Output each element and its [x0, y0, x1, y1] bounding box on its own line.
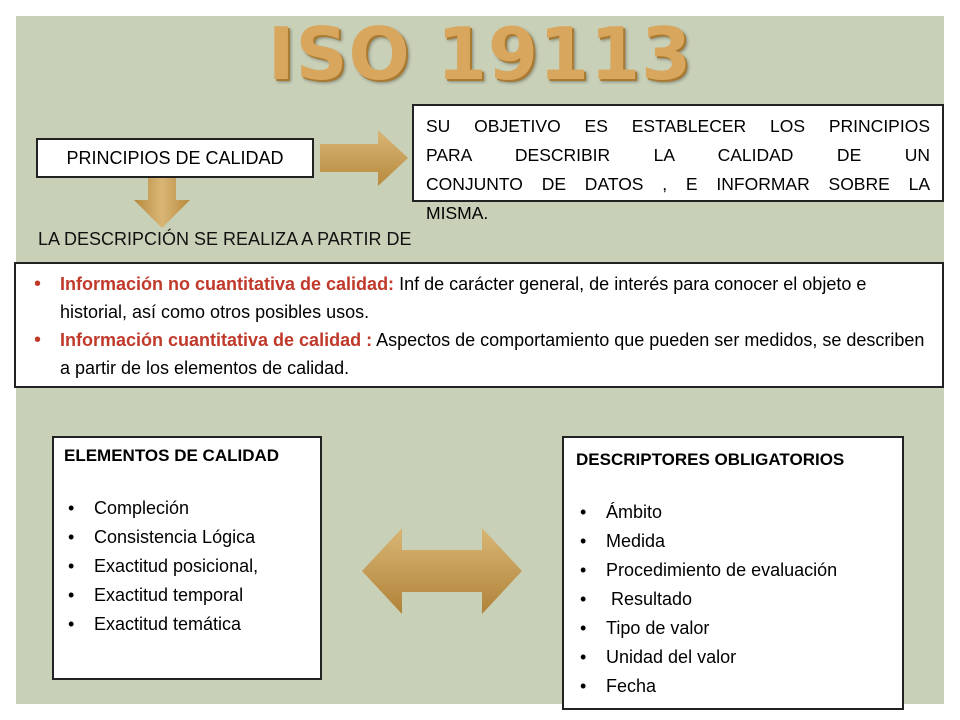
objetivo-line: PARA DESCRIBIR LA CALIDAD DE UN: [426, 145, 930, 165]
list-item: • Ámbito: [606, 498, 902, 527]
list-item: • Unidad del valor: [606, 643, 902, 672]
info-heading: Información cuantitativa de calidad :: [60, 330, 373, 350]
list-item: • Exactitud posicional,: [94, 552, 320, 581]
principios-label: PRINCIPIOS DE CALIDAD: [66, 147, 284, 168]
list-item: • Consistencia Lógica: [94, 523, 320, 552]
list-item: • Medida: [606, 527, 902, 556]
info-item: [60, 326, 932, 382]
info-heading: Información no cuantitativa de calidad:: [60, 274, 395, 294]
elementos-box: [52, 436, 322, 680]
double-arrow-icon: [362, 526, 522, 616]
info-item: [60, 270, 932, 326]
descriptores-box: [562, 436, 904, 710]
arrow-right-icon: [320, 128, 410, 188]
list-item: • Compleción: [94, 494, 320, 523]
page-title: ISO 19113: [267, 12, 693, 96]
info-text: Inf de carácter general, de interés para conocer el objeto e historial, así como otros posibles usos.: [60, 274, 867, 322]
info-text: Aspectos de comportamiento que pueden ser medidos, se describen a partir de los elementos de calidad.: [60, 330, 925, 378]
list-item: • Resultado: [606, 585, 902, 614]
elementos-list: [64, 494, 320, 639]
list-item: • Procedimiento de evaluación: [606, 556, 902, 585]
list-item: • Exactitud temática: [94, 610, 320, 639]
principios-box: [36, 138, 314, 178]
objetivo-line: SU OBJETIVO ES ESTABLECER LOS PRINCIPIOS: [426, 116, 930, 136]
objetivo-line: MISMA.: [426, 203, 489, 223]
descripcion-label: LA DESCRIPCIÓN SE REALIZA A PARTIR DE: [38, 229, 412, 249]
descriptores-title: DESCRIPTORES OBLIGATORIOS: [576, 450, 845, 469]
objetivo-box: [412, 104, 944, 223]
objetivo-line: CONJUNTO DE DATOS , E INFORMAR SOBRE LA: [426, 174, 930, 194]
arrow-down-icon: [134, 178, 190, 228]
list-item: • Tipo de valor: [606, 614, 902, 643]
descriptores-list: [576, 498, 902, 701]
list-item: • Exactitud temporal: [94, 581, 320, 610]
info-box: [14, 262, 944, 388]
list-item: • Fecha: [606, 672, 902, 701]
info-list: [26, 270, 932, 382]
elementos-title: ELEMENTOS DE CALIDAD: [64, 446, 280, 465]
